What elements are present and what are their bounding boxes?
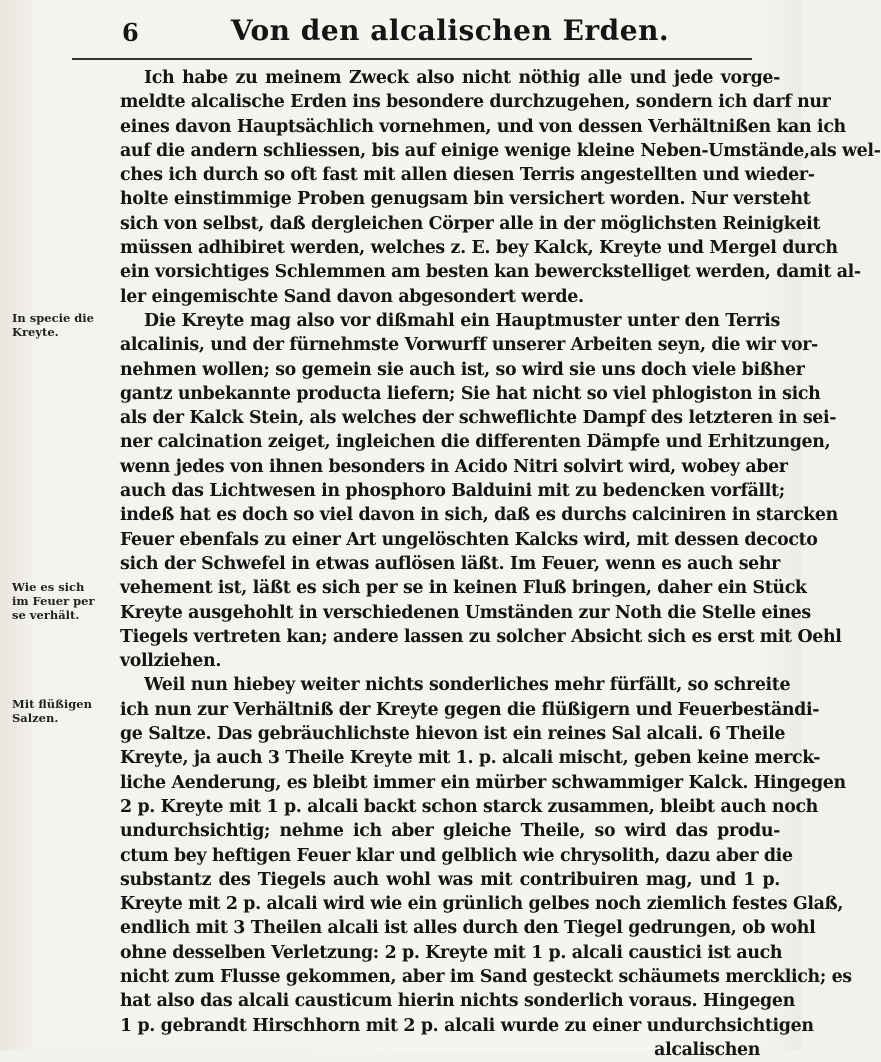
margin-note-line: Salzen. [12,711,59,725]
text-line: nehmen wollen; so gemein sie auch ist, so wird sie uns doch viele bißher [120,359,805,380]
text-line: Feuer ebenfals zu einer Art ungelöschten Kalcks wird, mit dessen decocto [120,529,818,550]
text-line: undurchsichtig; nehme ich aber gleiche Theile, so wird das produ- [120,821,780,842]
text-line: hat also das alcali causticum hierin nichts sonderlich voraus. Hingegen [120,991,795,1012]
text-line: alcalinis, und der fürnehmste Vorwurff unserer Arbeiten seyn, die wir vor- [120,335,818,356]
text-line: auch das Lichtwesen in phosphoro Balduini mit zu bedencken vorfällt; [120,481,785,502]
text-line: 1 p. gebrandt Hirschhorn mit 2 p. alcali wurde zu einer undurchsichtigen [120,1015,814,1036]
running-head: Von den alcalischen Erden. [230,14,670,47]
text-line: liche Aenderung, es bleibt immer ein mürber schwammiger Kalck. Hingegen [120,772,846,793]
text-line: vehement ist, läßt es sich per se in keinen Fluß bringen, daher ein Stück [120,578,807,599]
text-line: meldte alcalische Erden ins besondere durchzugehen, sondern ich darf nur [120,92,831,113]
text-line: Die Kreyte mag also vor dißmahl ein Hauptmuster unter den Terris [144,310,780,331]
text-line: nicht zum Flusse gekommen, aber im Sand gesteckt schäumets mercklich; es [120,966,852,987]
text-line: als der Kalck Stein, als welches der schweflichte Dampf des letzteren in sei- [120,408,837,429]
margin-note-feuer [12,580,112,622]
text-line: Kreyte mit 2 p. alcali wird wie ein grünlich gelbes noch ziemlich festes Glaß, [120,894,844,915]
margin-note-line: In specie die [12,311,94,325]
text-line: ler eingemischte Sand davon abgesondert werde. [120,286,584,307]
text-line: Tiegels vertreten kan; andere lassen zu solcher Absicht sich es erst mit Oehl [120,626,842,647]
text-line: Ich habe zu meinem Zweck also nicht nöthig alle und jede vorge- [144,68,780,88]
margin-note-line: Wie es sich [12,580,85,594]
text-line: sich von selbst, daß dergleichen Cörper alle in der möglichsten Reinigkeit [120,213,821,234]
text-line: substantz des Tiegels auch wohl was mit contribuiren mag, und 1 p. [120,869,780,890]
header-rule [72,58,752,60]
text-line: gantz unbekannte producta liefern; Sie hat nicht so viel phlogiston in sich [120,383,821,404]
text-line: ein vorsichtiges Schlemmen am besten kan bewerckstelliget werden, damit al- [120,262,861,283]
text-line: endlich mit 3 Theilen alcali ist alles durch den Tiegel gedrungen, ob wohl [120,918,816,939]
text-line: wenn jedes von ihnen besonders in Acido Nitri solvirt wird, wobey aber [120,456,788,477]
text-line: holte einstimmige Proben genugsam bin versichert worden. Nur versteht [120,189,811,210]
text-line: Weil nun hiebey weiter nichts sonderliches mehr fürfällt, so schreite [144,675,791,696]
text-line: Kreyte, ja auch 3 Theile Kreyte mit 1. p. alcali mischt, geben keine merck- [120,748,821,769]
page-number: 6 [122,18,139,47]
margin-note-line: Mit flüßigen [12,697,92,711]
text-line: indeß hat es doch so viel davon in sich, daß es durchs calciniren in starcken [120,505,838,526]
text-line: ctum bey heftigen Feuer klar und gelblich wie chrysolith, dazu aber die [120,845,793,866]
text-line: Kreyte ausgehohlt in verschiedenen Umständen zur Noth die Stelle eines [120,602,811,623]
text-line: müssen adhibiret werden, welches z. E. bey Kalck, Kreyte und Mergel durch [120,238,838,259]
body-text [120,66,881,1062]
text-line: sich der Schwefel in etwas auflösen läßt. Im Feuer, wenn es auch sehr [120,553,780,574]
margin-note-line: Kreyte. [12,325,59,339]
text-line: eines davon Hauptsächlich vornehmen, und von dessen Verhältnißen kan ich [120,116,846,137]
margin-note-saltze [12,697,112,725]
text-line: ich nun zur Verhältniß der Kreyte gegen die flüßigern und Feuerbeständi- [120,699,820,720]
text-line: vollziehen. [120,651,222,672]
page-header [70,14,760,60]
margin-note-kreyte [12,311,112,339]
text-line: ches ich durch so oft fast mit allen diesen Terris angestellten und wieder- [120,165,815,186]
text-line: ner calcination zeiget, ingleichen die differenten Dämpfe und Erhitzungen, [120,432,831,453]
margin-note-line: se verhält. [12,608,80,622]
text-line: ohne desselben Verletzung: 2 p. Kreyte mit 1 p. alcali caustici ist auch [120,942,783,963]
text-line: ge Saltze. Das gebräuchlichste hievon ist ein reines Sal alcali. 6 Theile [120,724,786,745]
margin-note-line: im Feuer per [12,594,95,608]
text-line: auf die andern schliessen, bis auf einige wenige kleine Neben-Umständе,als wel- [120,140,881,161]
text-line: 2 p. Kreyte mit 1 p. alcali backt schon starck zusammen, bleibt auch noch [120,796,818,817]
catchword: alcalischen [654,1039,760,1060]
